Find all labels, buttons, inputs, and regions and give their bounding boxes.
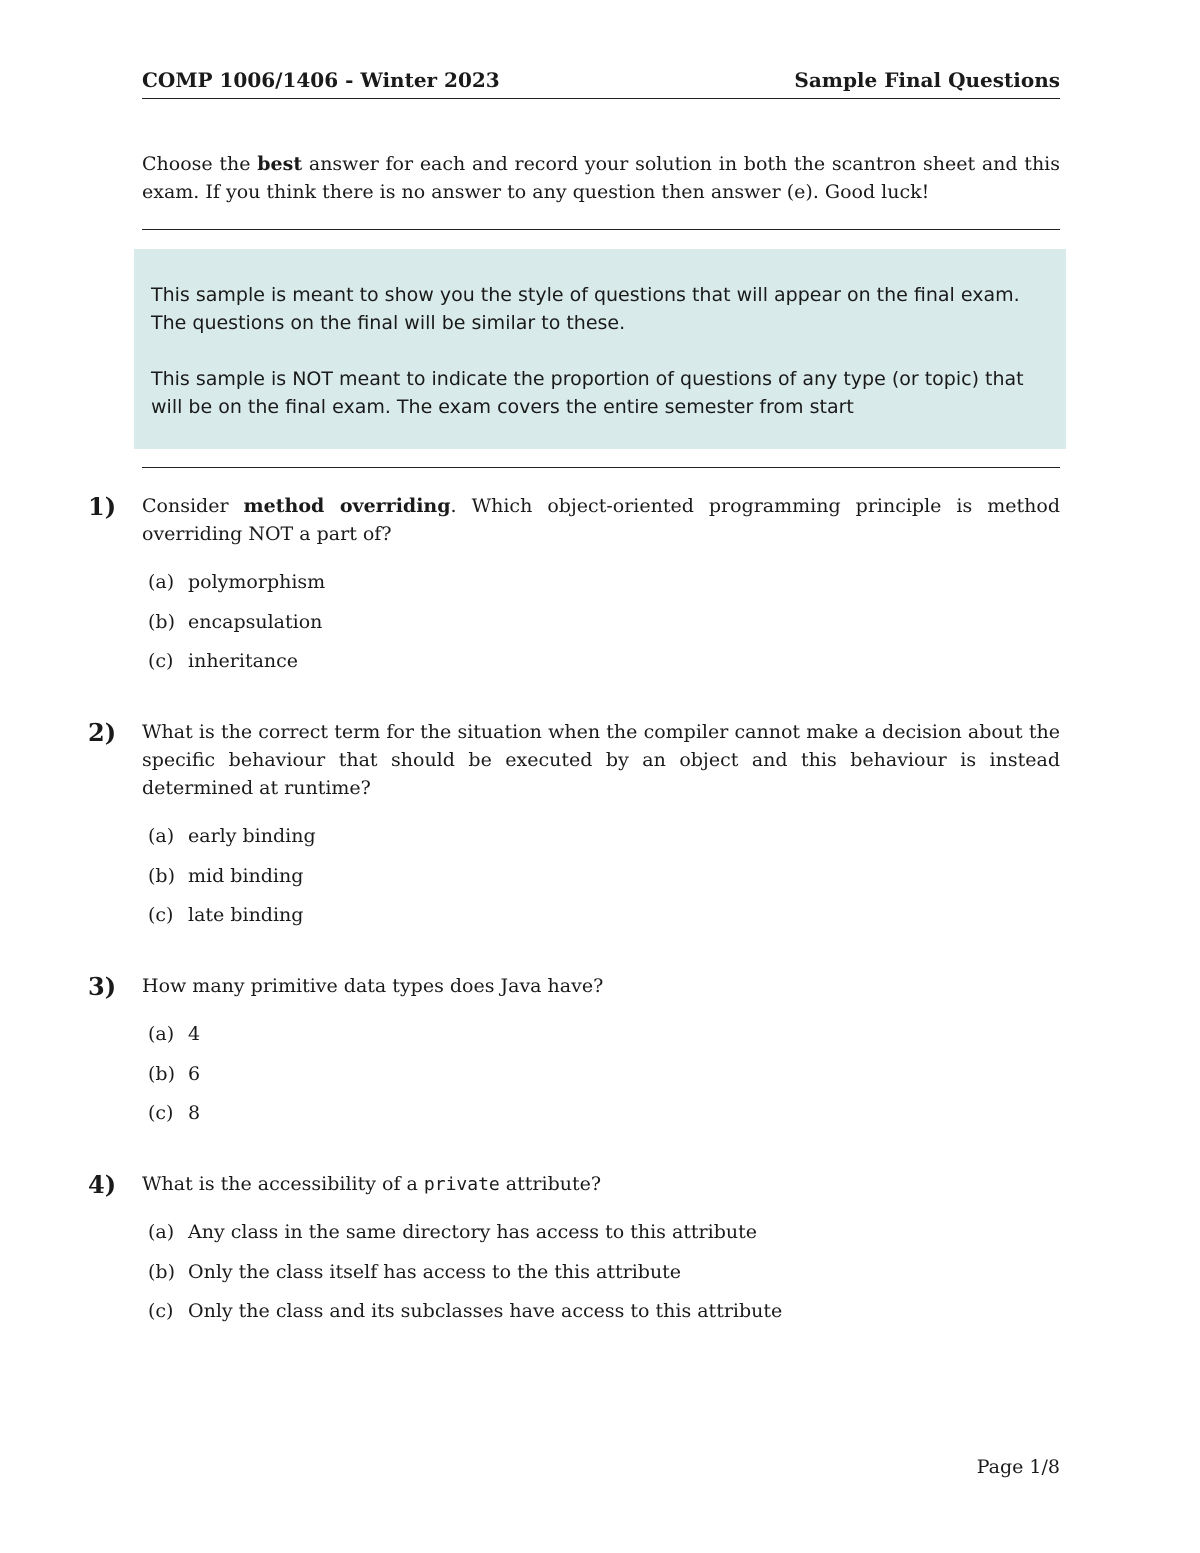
- option-text: Any class in the same directory has access to this attribute: [188, 1221, 757, 1243]
- option-label: (b): [148, 610, 175, 633]
- question-text-emphasis: method overriding: [243, 495, 451, 517]
- notice-box: [134, 249, 1066, 449]
- question-text-start: Consider: [142, 495, 244, 517]
- option-label: (a): [148, 1023, 175, 1045]
- option-text: 6: [188, 1062, 201, 1085]
- option-label: (c): [148, 1300, 174, 1322]
- question-number: 1): [88, 492, 117, 521]
- question-number: 2): [88, 718, 117, 747]
- answer-option: [148, 1258, 782, 1298]
- course-title: COMP 1006/1406 - Winter 2023: [142, 68, 500, 92]
- option-label: (c): [148, 650, 174, 672]
- option-label: (c): [148, 1102, 174, 1124]
- option-text: early binding: [188, 825, 316, 847]
- notice-paragraph-2: This sample is NOT meant to indicate the proportion of questions of any type (or topic) that will be on the final exam. The exam covers the entire semester from start: [151, 368, 1024, 418]
- question-text: [142, 492, 1060, 548]
- option-text: 4: [188, 1023, 201, 1045]
- option-text: polymorphism: [188, 571, 326, 593]
- question-code-term: private: [423, 1174, 500, 1195]
- instructions-text-start: Choose the: [142, 153, 258, 175]
- option-text: late binding: [188, 904, 304, 926]
- instructions: [142, 150, 1060, 206]
- option-label: (b): [148, 1062, 175, 1085]
- page-number: Page 1/8: [976, 1456, 1060, 1478]
- option-label: (a): [148, 825, 175, 847]
- answer-options: [148, 1218, 782, 1337]
- answer-option: [148, 647, 325, 687]
- question-text: How many primitive data types does Java have?: [142, 975, 604, 997]
- answer-option: [148, 822, 316, 862]
- page-header: [142, 66, 1060, 99]
- option-text: Only the class itself has access to the this attribute: [188, 1260, 682, 1283]
- answer-option: [148, 1099, 200, 1139]
- instructions-text-end: answer for each and record your solution in both the scantron sheet and this exam. If you think there is no answer to any question then answer (e). Good luck!: [142, 153, 1061, 203]
- answer-option: [148, 1218, 782, 1258]
- answer-option: [148, 901, 316, 941]
- answer-option: [148, 568, 325, 608]
- answer-option: [148, 1020, 200, 1060]
- answer-option: [148, 1297, 782, 1337]
- option-label: (b): [148, 1260, 175, 1283]
- question-text-end: attribute?: [499, 1173, 602, 1195]
- answer-options: [148, 1020, 200, 1139]
- answer-options: [148, 822, 316, 941]
- question-text: What is the correct term for the situation when the compiler cannot make a decision about the specific behaviour that should be executed by an object and this behaviour is instead determined at runtime?: [142, 721, 1060, 799]
- answer-options: [148, 568, 325, 687]
- option-text: mid binding: [188, 864, 304, 887]
- answer-option: [148, 862, 316, 902]
- instructions-emphasis: best: [257, 153, 303, 175]
- option-label: (a): [148, 571, 175, 593]
- question-text-end: . Which object-oriented programming principle is method overriding NOT a part of?: [142, 495, 1061, 545]
- document-title: Sample Final Questions: [794, 68, 1060, 92]
- question-text: [142, 1170, 1060, 1199]
- divider-top: [142, 229, 1060, 230]
- answer-option: [148, 608, 325, 648]
- divider-bottom: [142, 467, 1060, 468]
- question-number: 4): [88, 1170, 117, 1199]
- option-text: 8: [188, 1102, 201, 1124]
- option-text: inheritance: [188, 650, 299, 672]
- notice-paragraph-1: This sample is meant to show you the style of questions that will appear on the final exam. The questions on the final will be similar to these.: [151, 284, 1020, 334]
- option-label: (a): [148, 1221, 175, 1243]
- option-label: (b): [148, 864, 175, 887]
- option-text: encapsulation: [188, 610, 323, 633]
- question-text-start: What is the accessibility of a: [142, 1173, 424, 1195]
- option-text: Only the class and its subclasses have access to this attribute: [188, 1300, 783, 1322]
- question-number: 3): [88, 972, 117, 1001]
- option-label: (c): [148, 904, 174, 926]
- answer-option: [148, 1060, 200, 1100]
